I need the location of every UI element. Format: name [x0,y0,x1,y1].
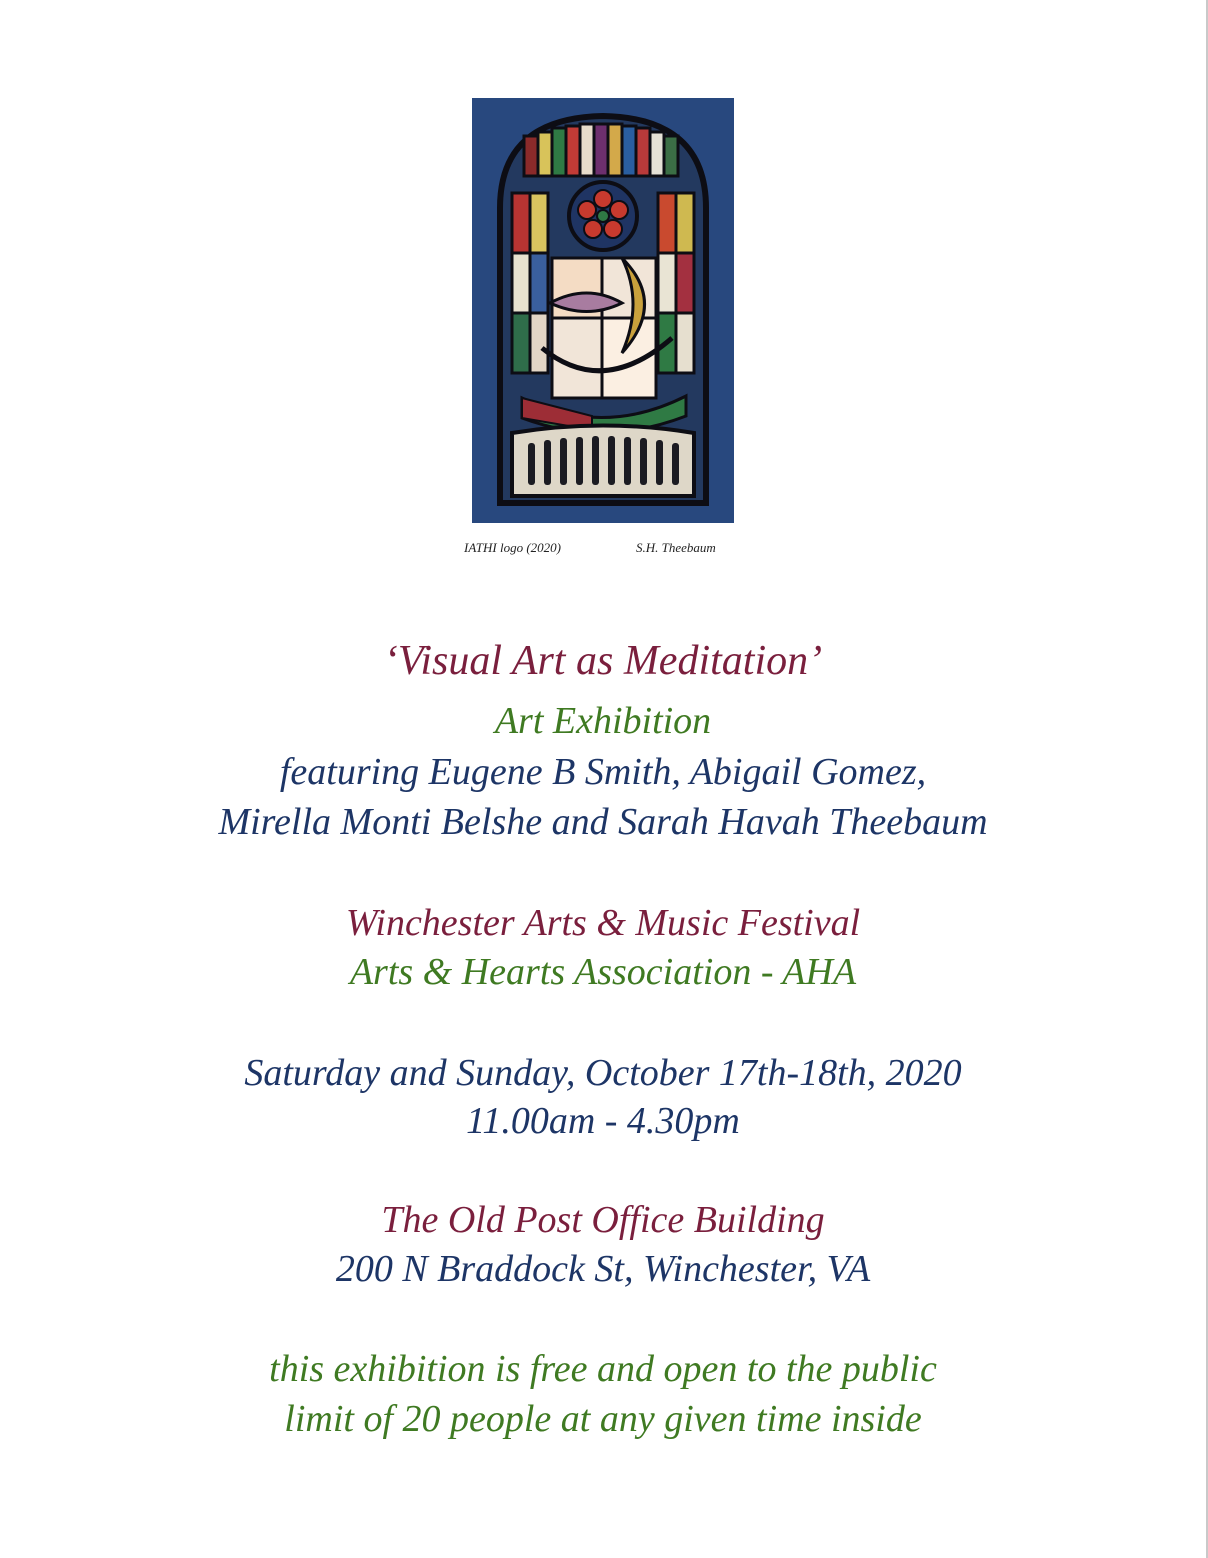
event-hours: 11.00am - 4.30pm [466,1100,740,1142]
stained-glass-painting [472,98,734,523]
artwork-caption-title: IATHI logo (2020) [464,540,562,555]
association-name: Arts & Hearts Association - AHA [349,951,857,993]
venue-address: 200 N Braddock St, Winchester, VA [335,1248,871,1290]
capacity-note: limit of 20 people at any given time inside [284,1398,922,1440]
festival-name: Winchester Arts & Music Festival [345,902,861,944]
featuring-line-1: featuring Eugene B Smith, Abigail Gomez, [279,751,927,793]
exhibition-subtitle: Art Exhibition [494,700,712,742]
admission-note: this exhibition is free and open to the public [269,1348,937,1390]
featuring-line-2: Mirella Monti Belshe and Sarah Havah Theebaum [218,801,988,843]
event-dates: Saturday and Sunday, October 17th-18th, 2020 [244,1052,962,1094]
venue-name: The Old Post Office Building [381,1199,825,1241]
artwork-caption-artist: S.H. Theebaum [636,540,716,555]
exhibition-title: ‘Visual Art as Meditation’ [383,638,823,684]
